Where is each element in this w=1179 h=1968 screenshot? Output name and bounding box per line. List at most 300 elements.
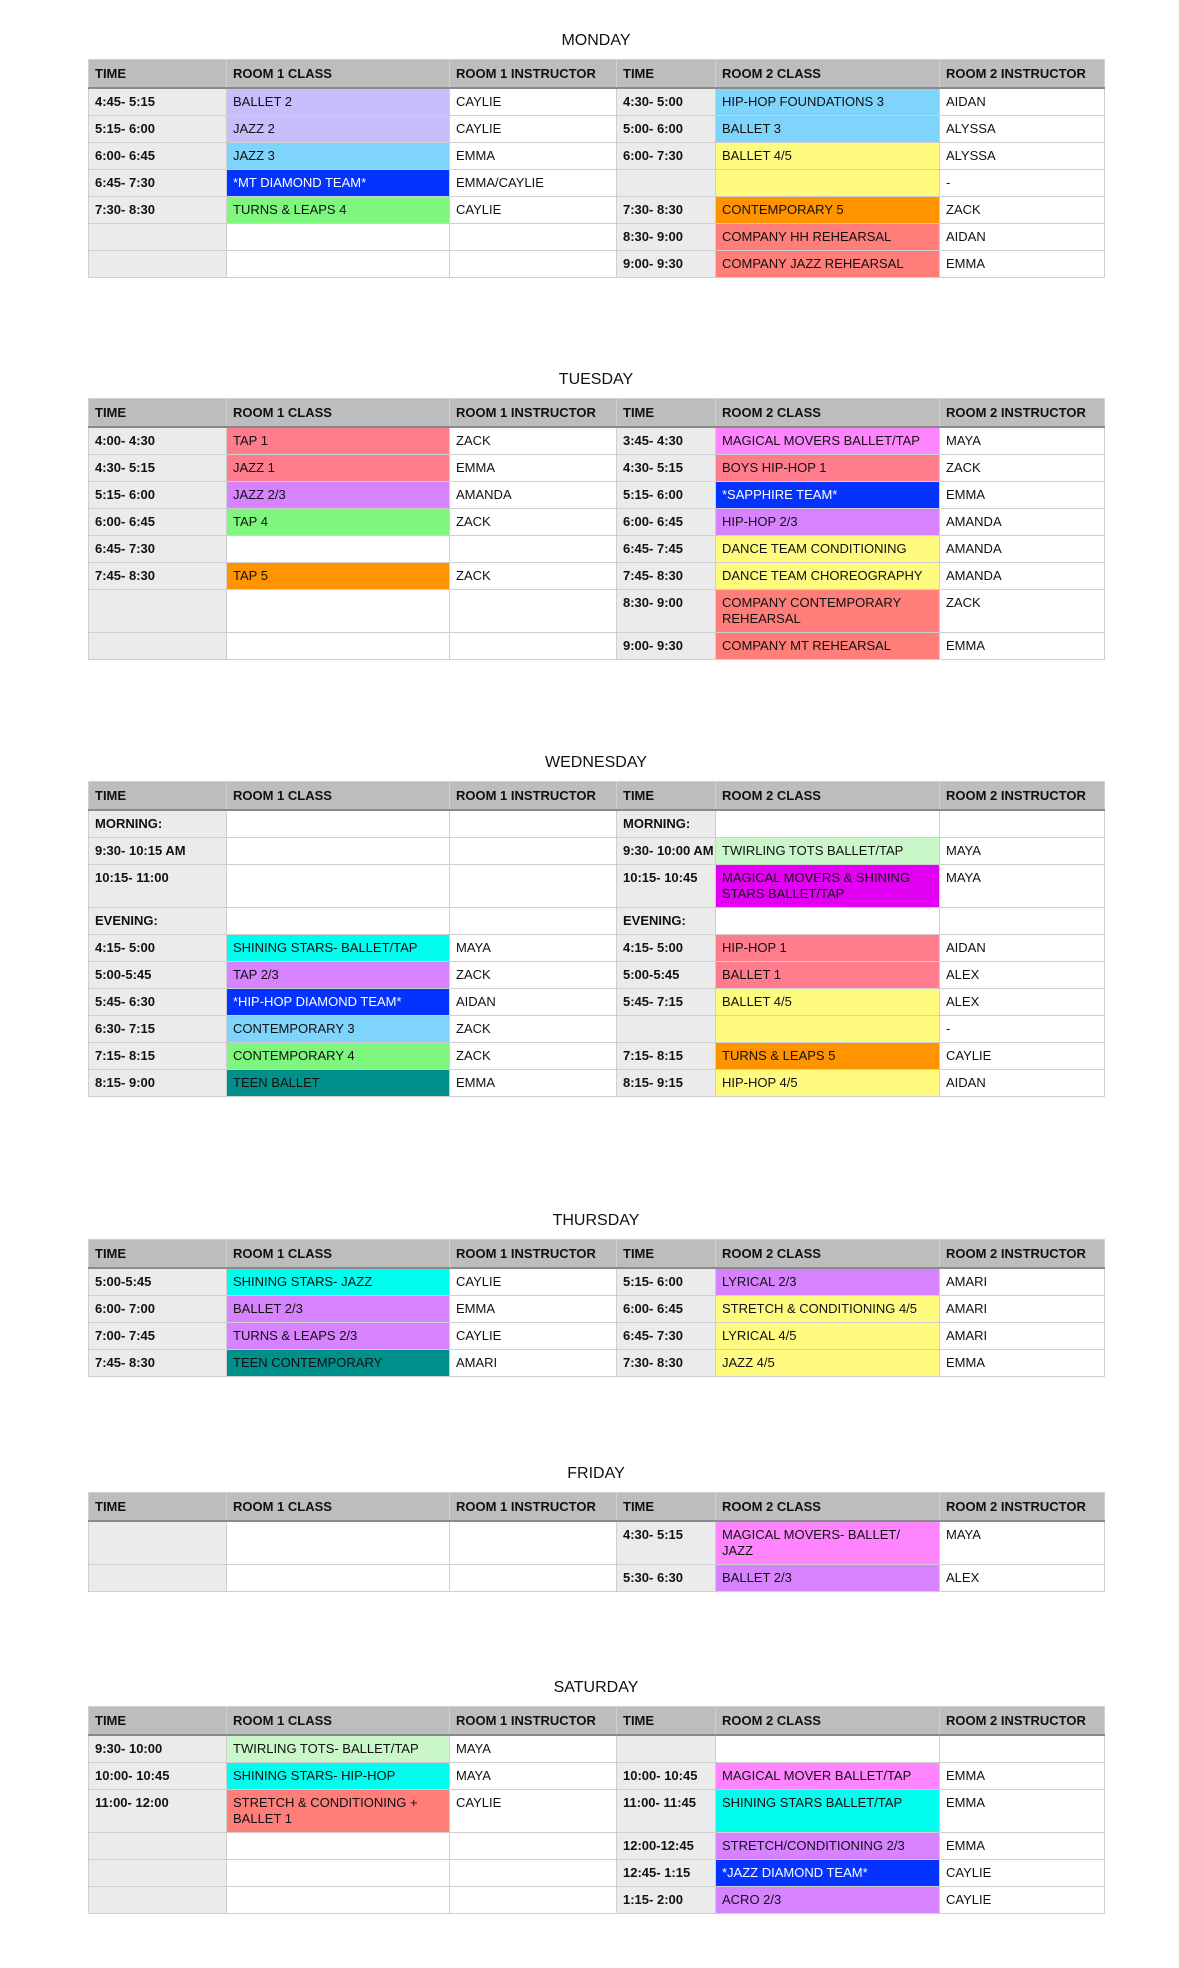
schedule-table — [88, 398, 1105, 660]
room2-class-cell: HIP-HOP 1 — [716, 935, 940, 962]
room2-time-cell: 4:15- 5:00 — [617, 935, 716, 962]
room2-instructor-cell: ALEX — [940, 989, 1105, 1016]
room2-class-cell: COMPANY HH REHEARSAL — [716, 224, 940, 251]
room2-class-cell — [716, 1735, 940, 1763]
room1-time-cell: 7:45- 8:30 — [89, 1350, 227, 1377]
day-saturday — [88, 1677, 1104, 1914]
room1-time-cell: 6:45- 7:30 — [89, 536, 227, 563]
room2-instructor-cell: EMMA — [940, 1833, 1105, 1860]
room1-instructor-cell — [450, 224, 617, 251]
room2-instructor-cell — [940, 908, 1105, 935]
header-time: TIME — [617, 399, 716, 428]
room2-time-cell: 12:00-12:45 — [617, 1833, 716, 1860]
header-time: TIME — [89, 1493, 227, 1522]
header-row — [89, 399, 1105, 428]
room2-class-cell: LYRICAL 4/5 — [716, 1323, 940, 1350]
table-row — [89, 865, 1105, 908]
room1-class-cell: JAZZ 2/3 — [227, 482, 450, 509]
room2-class-cell: BALLET 3 — [716, 116, 940, 143]
room2-instructor-cell: CAYLIE — [940, 1860, 1105, 1887]
room2-time-cell: 5:45- 7:15 — [617, 989, 716, 1016]
room1-class-cell: SHINING STARS- JAZZ — [227, 1268, 450, 1296]
room1-time-cell: 4:30- 5:15 — [89, 455, 227, 482]
room1-instructor-cell: EMMA — [450, 1070, 617, 1097]
room2-class-cell — [716, 170, 940, 197]
room2-instructor-cell: AIDAN — [940, 1070, 1105, 1097]
room1-class-cell: TAP 5 — [227, 563, 450, 590]
table-row — [89, 1070, 1105, 1097]
room2-class-cell: DANCE TEAM CHOREOGRAPHY — [716, 563, 940, 590]
room1-class-cell — [227, 224, 450, 251]
room1-time-cell: 7:00- 7:45 — [89, 1323, 227, 1350]
day-title: THURSDAY — [552, 1212, 640, 1229]
table-row — [89, 838, 1105, 865]
room2-instructor-cell: MAYA — [940, 1521, 1105, 1565]
room2-time-cell: 7:45- 8:30 — [617, 563, 716, 590]
header-room2-class: ROOM 2 CLASS — [716, 1240, 940, 1269]
room2-time-cell: 3:45- 4:30 — [617, 427, 716, 455]
table-row — [89, 1763, 1105, 1790]
room1-time-cell: 5:00-5:45 — [89, 962, 227, 989]
header-row — [89, 60, 1105, 89]
room1-time-cell: 10:15- 11:00 — [89, 865, 227, 908]
room1-time-cell: 5:00-5:45 — [89, 1268, 227, 1296]
room1-instructor-cell — [450, 1521, 617, 1565]
room1-class-cell — [227, 908, 450, 935]
table-row — [89, 116, 1105, 143]
room1-time-cell: 7:15- 8:15 — [89, 1043, 227, 1070]
table-row — [89, 1565, 1105, 1592]
room2-class-cell: HIP-HOP 4/5 — [716, 1070, 940, 1097]
room2-class-cell — [716, 1016, 940, 1043]
room2-instructor-cell: AMARI — [940, 1296, 1105, 1323]
header-room1-class: ROOM 1 CLASS — [227, 782, 450, 811]
table-row — [89, 1887, 1105, 1914]
room1-class-cell: BALLET 2 — [227, 88, 450, 116]
day-friday — [88, 1463, 1104, 1592]
header-room2-instructor: ROOM 2 INSTRUCTOR — [940, 782, 1105, 811]
room2-instructor-cell: EMMA — [940, 1790, 1105, 1833]
room2-class-cell: MAGICAL MOVERS BALLET/TAP — [716, 427, 940, 455]
room1-instructor-cell: AIDAN — [450, 989, 617, 1016]
room1-time-cell — [89, 1860, 227, 1887]
room1-instructor-cell: CAYLIE — [450, 197, 617, 224]
room1-instructor-cell: MAYA — [450, 1735, 617, 1763]
room2-instructor-cell: AMANDA — [940, 536, 1105, 563]
room1-class-cell: TAP 1 — [227, 427, 450, 455]
room1-time-cell: 7:45- 8:30 — [89, 563, 227, 590]
header-time: TIME — [617, 1493, 716, 1522]
table-row — [89, 989, 1105, 1016]
room2-class-cell: DANCE TEAM CONDITIONING — [716, 536, 940, 563]
schedule-table — [88, 1706, 1105, 1914]
room1-instructor-cell: ZACK — [450, 509, 617, 536]
room1-time-cell: 4:45- 5:15 — [89, 88, 227, 116]
room2-time-cell: EVENING: — [617, 908, 716, 935]
room1-time-cell — [89, 633, 227, 660]
room1-instructor-cell: EMMA — [450, 143, 617, 170]
room2-time-cell: 8:30- 9:00 — [617, 224, 716, 251]
table-row — [89, 810, 1105, 838]
room2-instructor-cell: MAYA — [940, 427, 1105, 455]
room1-instructor-cell: CAYLIE — [450, 88, 617, 116]
room2-time-cell: MORNING: — [617, 810, 716, 838]
table-row — [89, 1860, 1105, 1887]
room1-class-cell: JAZZ 3 — [227, 143, 450, 170]
room1-instructor-cell: AMARI — [450, 1350, 617, 1377]
room2-time-cell: 9:00- 9:30 — [617, 251, 716, 278]
table-row — [89, 224, 1105, 251]
room2-time-cell: 10:15- 10:45 — [617, 865, 716, 908]
table-row — [89, 1043, 1105, 1070]
header-time: TIME — [617, 60, 716, 89]
room1-class-cell — [227, 590, 450, 633]
room2-instructor-cell: EMMA — [940, 251, 1105, 278]
room1-instructor-cell — [450, 838, 617, 865]
room1-instructor-cell: EMMA/CAYLIE — [450, 170, 617, 197]
header-room1-instructor: ROOM 1 INSTRUCTOR — [450, 1707, 617, 1736]
room2-instructor-cell: ALEX — [940, 962, 1105, 989]
header-time: TIME — [617, 782, 716, 811]
room1-time-cell: 10:00- 10:45 — [89, 1763, 227, 1790]
room1-time-cell: 6:30- 7:15 — [89, 1016, 227, 1043]
room1-time-cell — [89, 590, 227, 633]
table-row — [89, 935, 1105, 962]
room1-instructor-cell: CAYLIE — [450, 1790, 617, 1833]
room2-class-cell: COMPANY CONTEMPORARY REHEARSAL — [716, 590, 940, 633]
header-room1-class: ROOM 1 CLASS — [227, 1240, 450, 1269]
table-row — [89, 1268, 1105, 1296]
room2-instructor-cell: MAYA — [940, 838, 1105, 865]
room1-class-cell — [227, 1860, 450, 1887]
room1-instructor-cell — [450, 1833, 617, 1860]
table-row — [89, 197, 1105, 224]
room1-class-cell: TAP 4 — [227, 509, 450, 536]
table-row — [89, 908, 1105, 935]
schedule-table — [88, 1492, 1105, 1592]
room2-time-cell: 4:30- 5:15 — [617, 455, 716, 482]
table-row — [89, 1735, 1105, 1763]
room1-time-cell: 5:15- 6:00 — [89, 482, 227, 509]
table-row — [89, 1521, 1105, 1565]
table-row — [89, 962, 1105, 989]
room2-instructor-cell: AMARI — [940, 1268, 1105, 1296]
room2-time-cell: 6:00- 6:45 — [617, 1296, 716, 1323]
room1-class-cell — [227, 536, 450, 563]
room2-instructor-cell: CAYLIE — [940, 1887, 1105, 1914]
room1-instructor-cell — [450, 865, 617, 908]
room1-instructor-cell — [450, 590, 617, 633]
room2-class-cell: STRETCH/CONDITIONING 2/3 — [716, 1833, 940, 1860]
header-room1-class: ROOM 1 CLASS — [227, 1493, 450, 1522]
room2-class-cell: BALLET 4/5 — [716, 143, 940, 170]
room2-instructor-cell: MAYA — [940, 865, 1105, 908]
table-row — [89, 170, 1105, 197]
room1-class-cell: SHINING STARS- BALLET/TAP — [227, 935, 450, 962]
room1-class-cell: CONTEMPORARY 4 — [227, 1043, 450, 1070]
header-room2-class: ROOM 2 CLASS — [716, 1707, 940, 1736]
room1-class-cell: BALLET 2/3 — [227, 1296, 450, 1323]
room2-class-cell: COMPANY MT REHEARSAL — [716, 633, 940, 660]
room2-class-cell: MAGICAL MOVERS- BALLET/ JAZZ — [716, 1521, 940, 1565]
room2-time-cell: 6:45- 7:30 — [617, 1323, 716, 1350]
room1-instructor-cell: EMMA — [450, 1296, 617, 1323]
day-title: MONDAY — [561, 32, 631, 49]
room2-instructor-cell: AIDAN — [940, 224, 1105, 251]
room2-time-cell: 6:00- 6:45 — [617, 509, 716, 536]
room1-instructor-cell: ZACK — [450, 427, 617, 455]
schedule-table — [88, 781, 1105, 1097]
room2-time-cell: 5:00- 6:00 — [617, 116, 716, 143]
room2-time-cell: 5:15- 6:00 — [617, 482, 716, 509]
header-room2-instructor: ROOM 2 INSTRUCTOR — [940, 1493, 1105, 1522]
table-row — [89, 482, 1105, 509]
room1-class-cell — [227, 810, 450, 838]
table-row — [89, 88, 1105, 116]
room2-time-cell: 5:00-5:45 — [617, 962, 716, 989]
room2-time-cell: 8:15- 9:15 — [617, 1070, 716, 1097]
day-thursday — [88, 1210, 1104, 1377]
room2-class-cell: CONTEMPORARY 5 — [716, 197, 940, 224]
room1-instructor-cell: MAYA — [450, 935, 617, 962]
room2-instructor-cell: AMANDA — [940, 563, 1105, 590]
room2-class-cell: TURNS & LEAPS 5 — [716, 1043, 940, 1070]
header-time: TIME — [89, 399, 227, 428]
room1-instructor-cell — [450, 536, 617, 563]
header-row — [89, 1240, 1105, 1269]
room1-instructor-cell: ZACK — [450, 962, 617, 989]
room1-time-cell — [89, 1565, 227, 1592]
room2-class-cell: STRETCH & CONDITIONING 4/5 — [716, 1296, 940, 1323]
header-time: TIME — [89, 782, 227, 811]
room2-time-cell: 6:00- 7:30 — [617, 143, 716, 170]
room1-class-cell — [227, 1887, 450, 1914]
table-row — [89, 633, 1105, 660]
room2-time-cell: 6:45- 7:45 — [617, 536, 716, 563]
room2-instructor-cell: - — [940, 170, 1105, 197]
room2-instructor-cell: ZACK — [940, 455, 1105, 482]
room2-instructor-cell: ZACK — [940, 590, 1105, 633]
header-room1-instructor: ROOM 1 INSTRUCTOR — [450, 1493, 617, 1522]
room1-class-cell — [227, 838, 450, 865]
header-room1-instructor: ROOM 1 INSTRUCTOR — [450, 1240, 617, 1269]
room1-class-cell — [227, 1833, 450, 1860]
room2-time-cell: 9:00- 9:30 — [617, 633, 716, 660]
day-title: FRIDAY — [567, 1465, 625, 1482]
room2-time-cell: 1:15- 2:00 — [617, 1887, 716, 1914]
room1-class-cell: CONTEMPORARY 3 — [227, 1016, 450, 1043]
table-row — [89, 563, 1105, 590]
header-time: TIME — [89, 1240, 227, 1269]
day-tuesday — [88, 369, 1104, 660]
day-monday — [88, 30, 1104, 278]
room2-class-cell: BALLET 2/3 — [716, 1565, 940, 1592]
room1-time-cell: 5:45- 6:30 — [89, 989, 227, 1016]
room2-class-cell: *SAPPHIRE TEAM* — [716, 482, 940, 509]
room2-class-cell: SHINING STARS BALLET/TAP — [716, 1790, 940, 1833]
room1-class-cell: JAZZ 2 — [227, 116, 450, 143]
room1-instructor-cell — [450, 810, 617, 838]
room2-instructor-cell: ALEX — [940, 1565, 1105, 1592]
room1-time-cell: 6:00- 6:45 — [89, 143, 227, 170]
room2-class-cell: BALLET 1 — [716, 962, 940, 989]
schedule-table — [88, 1239, 1105, 1377]
room2-instructor-cell — [940, 810, 1105, 838]
day-wednesday — [88, 752, 1104, 1097]
room1-instructor-cell: ZACK — [450, 1016, 617, 1043]
table-row — [89, 251, 1105, 278]
table-row — [89, 1016, 1105, 1043]
room2-instructor-cell: EMMA — [940, 1350, 1105, 1377]
room2-time-cell — [617, 1016, 716, 1043]
room2-instructor-cell: AIDAN — [940, 935, 1105, 962]
room1-instructor-cell: MAYA — [450, 1763, 617, 1790]
header-room1-class: ROOM 1 CLASS — [227, 60, 450, 89]
room2-class-cell: MAGICAL MOVER BALLET/TAP — [716, 1763, 940, 1790]
header-room1-class: ROOM 1 CLASS — [227, 399, 450, 428]
room2-instructor-cell: AMANDA — [940, 509, 1105, 536]
header-time: TIME — [89, 60, 227, 89]
day-title: SATURDAY — [553, 1679, 639, 1696]
header-row — [89, 1707, 1105, 1736]
room2-instructor-cell: ZACK — [940, 197, 1105, 224]
room2-instructor-cell: EMMA — [940, 482, 1105, 509]
room1-time-cell: 6:00- 6:45 — [89, 509, 227, 536]
room2-instructor-cell: EMMA — [940, 633, 1105, 660]
room1-instructor-cell — [450, 1887, 617, 1914]
room2-time-cell: 10:00- 10:45 — [617, 1763, 716, 1790]
room1-instructor-cell: CAYLIE — [450, 116, 617, 143]
room1-time-cell: 4:15- 5:00 — [89, 935, 227, 962]
room1-instructor-cell: CAYLIE — [450, 1323, 617, 1350]
room2-time-cell: 4:30- 5:15 — [617, 1521, 716, 1565]
header-time: TIME — [617, 1707, 716, 1736]
table-row — [89, 590, 1105, 633]
header-room1-class: ROOM 1 CLASS — [227, 1707, 450, 1736]
room2-time-cell — [617, 1735, 716, 1763]
header-room2-class: ROOM 2 CLASS — [716, 399, 940, 428]
table-row — [89, 1323, 1105, 1350]
room1-time-cell: MORNING: — [89, 810, 227, 838]
header-room1-instructor: ROOM 1 INSTRUCTOR — [450, 399, 617, 428]
room2-instructor-cell: ALYSSA — [940, 143, 1105, 170]
room1-time-cell: 6:45- 7:30 — [89, 170, 227, 197]
room2-class-cell: BOYS HIP-HOP 1 — [716, 455, 940, 482]
room1-class-cell — [227, 865, 450, 908]
room1-class-cell — [227, 1521, 450, 1565]
day-title: WEDNESDAY — [545, 754, 647, 771]
room2-class-cell — [716, 908, 940, 935]
header-room2-class: ROOM 2 CLASS — [716, 60, 940, 89]
room2-instructor-cell: - — [940, 1016, 1105, 1043]
header-room2-instructor: ROOM 2 INSTRUCTOR — [940, 1707, 1105, 1736]
room2-class-cell: BALLET 4/5 — [716, 989, 940, 1016]
table-row — [89, 1296, 1105, 1323]
room1-class-cell: TEEN BALLET — [227, 1070, 450, 1097]
header-room1-instructor: ROOM 1 INSTRUCTOR — [450, 60, 617, 89]
room2-time-cell: 9:30- 10:00 AM — [617, 838, 716, 865]
room1-class-cell: *MT DIAMOND TEAM* — [227, 170, 450, 197]
room2-time-cell: 7:30- 8:30 — [617, 1350, 716, 1377]
room2-time-cell: 8:30- 9:00 — [617, 590, 716, 633]
room2-time-cell: 7:15- 8:15 — [617, 1043, 716, 1070]
room1-time-cell: EVENING: — [89, 908, 227, 935]
schedule-table — [88, 59, 1105, 278]
room2-class-cell: JAZZ 4/5 — [716, 1350, 940, 1377]
room1-time-cell — [89, 251, 227, 278]
room1-instructor-cell — [450, 1860, 617, 1887]
room2-class-cell: TWIRLING TOTS BALLET/TAP — [716, 838, 940, 865]
table-row — [89, 1833, 1105, 1860]
room2-class-cell: HIP-HOP 2/3 — [716, 509, 940, 536]
room2-instructor-cell: AMARI — [940, 1323, 1105, 1350]
room1-instructor-cell — [450, 1565, 617, 1592]
room1-instructor-cell — [450, 633, 617, 660]
day-title: TUESDAY — [558, 371, 634, 388]
room1-time-cell: 4:00- 4:30 — [89, 427, 227, 455]
room1-instructor-cell: CAYLIE — [450, 1268, 617, 1296]
header-room2-class: ROOM 2 CLASS — [716, 1493, 940, 1522]
room1-class-cell — [227, 1565, 450, 1592]
room2-time-cell: 12:45- 1:15 — [617, 1860, 716, 1887]
room1-class-cell: TAP 2/3 — [227, 962, 450, 989]
header-time: TIME — [617, 1240, 716, 1269]
room1-class-cell: TWIRLING TOTS- BALLET/TAP — [227, 1735, 450, 1763]
room1-class-cell: SHINING STARS- HIP-HOP — [227, 1763, 450, 1790]
room1-class-cell: TURNS & LEAPS 4 — [227, 197, 450, 224]
room2-class-cell: HIP-HOP FOUNDATIONS 3 — [716, 88, 940, 116]
room2-instructor-cell: AIDAN — [940, 88, 1105, 116]
header-room2-instructor: ROOM 2 INSTRUCTOR — [940, 399, 1105, 428]
room2-instructor-cell: EMMA — [940, 1763, 1105, 1790]
header-row — [89, 782, 1105, 811]
room1-class-cell: JAZZ 1 — [227, 455, 450, 482]
room2-instructor-cell: CAYLIE — [940, 1043, 1105, 1070]
room1-instructor-cell: ZACK — [450, 563, 617, 590]
room1-time-cell — [89, 1521, 227, 1565]
room1-class-cell: TURNS & LEAPS 2/3 — [227, 1323, 450, 1350]
room1-time-cell — [89, 224, 227, 251]
room1-instructor-cell — [450, 908, 617, 935]
room1-time-cell: 7:30- 8:30 — [89, 197, 227, 224]
room1-class-cell: STRETCH & CONDITIONING + BALLET 1 — [227, 1790, 450, 1833]
room1-instructor-cell: EMMA — [450, 455, 617, 482]
room2-class-cell: ACRO 2/3 — [716, 1887, 940, 1914]
room2-instructor-cell: ALYSSA — [940, 116, 1105, 143]
room2-class-cell — [716, 810, 940, 838]
room1-class-cell — [227, 633, 450, 660]
room1-instructor-cell: ZACK — [450, 1043, 617, 1070]
room1-time-cell: 8:15- 9:00 — [89, 1070, 227, 1097]
room2-time-cell: 11:00- 11:45 — [617, 1790, 716, 1833]
table-row — [89, 427, 1105, 455]
room2-class-cell: LYRICAL 2/3 — [716, 1268, 940, 1296]
room1-time-cell — [89, 1887, 227, 1914]
header-room2-instructor: ROOM 2 INSTRUCTOR — [940, 60, 1105, 89]
header-room2-instructor: ROOM 2 INSTRUCTOR — [940, 1240, 1105, 1269]
header-row — [89, 1493, 1105, 1522]
room1-time-cell: 6:00- 7:00 — [89, 1296, 227, 1323]
room2-time-cell: 5:30- 6:30 — [617, 1565, 716, 1592]
header-room1-instructor: ROOM 1 INSTRUCTOR — [450, 782, 617, 811]
room2-time-cell: 4:30- 5:00 — [617, 88, 716, 116]
room2-time-cell — [617, 170, 716, 197]
room2-time-cell: 5:15- 6:00 — [617, 1268, 716, 1296]
room2-time-cell: 7:30- 8:30 — [617, 197, 716, 224]
room1-class-cell: *HIP-HOP DIAMOND TEAM* — [227, 989, 450, 1016]
room1-time-cell: 5:15- 6:00 — [89, 116, 227, 143]
room1-time-cell: 9:30- 10:15 AM — [89, 838, 227, 865]
